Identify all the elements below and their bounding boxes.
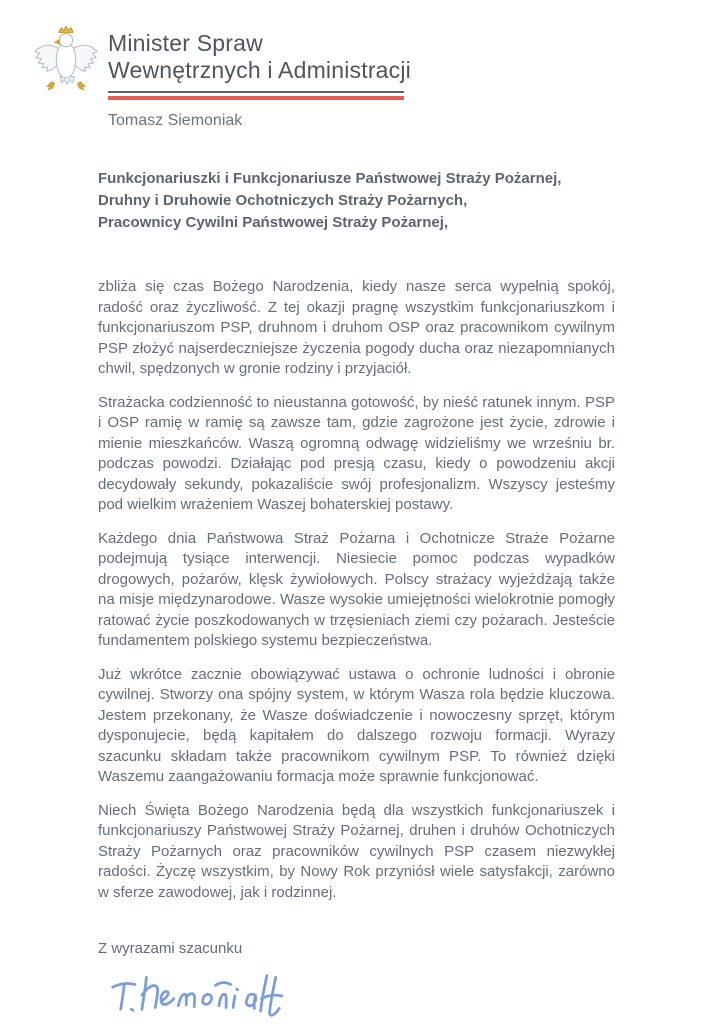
letter-paragraph: Niech Święta Bożego Narodzenia będą dla wszystkich funkcjonariuszek i funkcjonariuszy Państwowej Straży Pożarnej, druhen i druhów Ochotniczych Straży Pożarnych oraz pracowników cywilnych PSP czasem niezwykłej radości. Życzę wszystkim, by Nowy Rok przyniósł wiele satysfakcji, zarówno w sferze zawodowej, jak i rodzinnej. xyxy=(98,801,615,901)
signature-handwriting xyxy=(100,965,315,1024)
salutation-line: Druhny i Druhowie Ochotniczych Straży Pożarnych, xyxy=(98,192,468,209)
letter-paragraph: Strażacka codzienność to nieustanna gotowość, by nieść ratunek innym. PSP i OSP ramię w ramię są zawsze tam, gdzie zagrożone jest życie, zdrowie i mienie mieszkańców. Waszą ogromną odwagę widzieliśmy we wrześniu br. podczas powodzi. Działając pod presją czasu, kiedy o powodzeniu akcji decydowały sekundy, pokazaliście swój profesjonalizm. Wszyscy jesteśmy pod wielkim wrażeniem Waszej bohaterskiej postawy. xyxy=(98,393,615,513)
ministry-title xyxy=(108,30,528,84)
closing-phrase: Z wyrazami szacunku xyxy=(98,940,243,957)
divider-dark-line xyxy=(108,91,404,93)
ministry-title-line1: Minister Spraw xyxy=(108,30,263,56)
polish-eagle-coat-of-arms-icon xyxy=(30,24,102,102)
salutation-line: Pracownicy Cywilni Państwowej Straży Pożarnej, xyxy=(98,214,449,231)
ministry-title-line2: Wewnętrznych i Administracji xyxy=(108,57,411,83)
letter-paragraph: zbliża się czas Bożego Narodzenia, kiedy nasze serca wypełnią spokój, radość oraz życzliwość. Z tej okazji pragnę wszystkim funkcjonariuszkom i funkcjonariuszom PSP, druhnom i druhom OSP oraz pracownikom cywilnym PSP złożyć najserdeczniejsze życzenia pogody ducha oraz niezapomnianych chwil, spędzonych w gronie rodziny i przyjaciół. xyxy=(98,278,615,377)
letterhead-divider xyxy=(108,91,404,100)
letter-paragraph: Każdego dnia Państwowa Straż Pożarna i Ochotnicze Straże Pożarne podejmują tysiące interwencji. Niesiecie pomoc podczas wypadków drogowych, pożarów, klęsk żywiołowych. Polscy strażacy wyjeżdżają także na misje międzynarodowe. Wasze wysokie umiejętności wielokrotnie pomogły ratować życie poszkodowanych w trzęsieniach ziemi czy pożarach. Jesteście fundamentem polskiego systemu bezpieczeństwa. xyxy=(98,529,615,649)
minister-name: Tomasz Siemoniak xyxy=(108,112,243,129)
salutation-line: Funkcjonariuszki i Funkcjonariusze Państwowej Straży Pożarnej, xyxy=(98,170,562,187)
divider-red-line xyxy=(108,96,404,100)
letter-body xyxy=(98,168,615,1024)
letter-paragraph: Już wkrótce zacznie obowiązywać ustawa o ochronie ludności i obronie cywilnej. Stworzy ona spójny system, w którym Wasza rola będzie kluczowa. Jestem przekonany, że Wasze doświadczenie i nowoczesny sprzęt, którym dysponujecie, będą kapitałem do dalszego rozwoju formacji. Wyrazy szacunku składam także pracownikom cywilnym PSP. To również dzięki Waszemu zaangażowaniu formacja może sprawnie funkcjonować. xyxy=(98,665,615,785)
salutation xyxy=(98,168,615,234)
